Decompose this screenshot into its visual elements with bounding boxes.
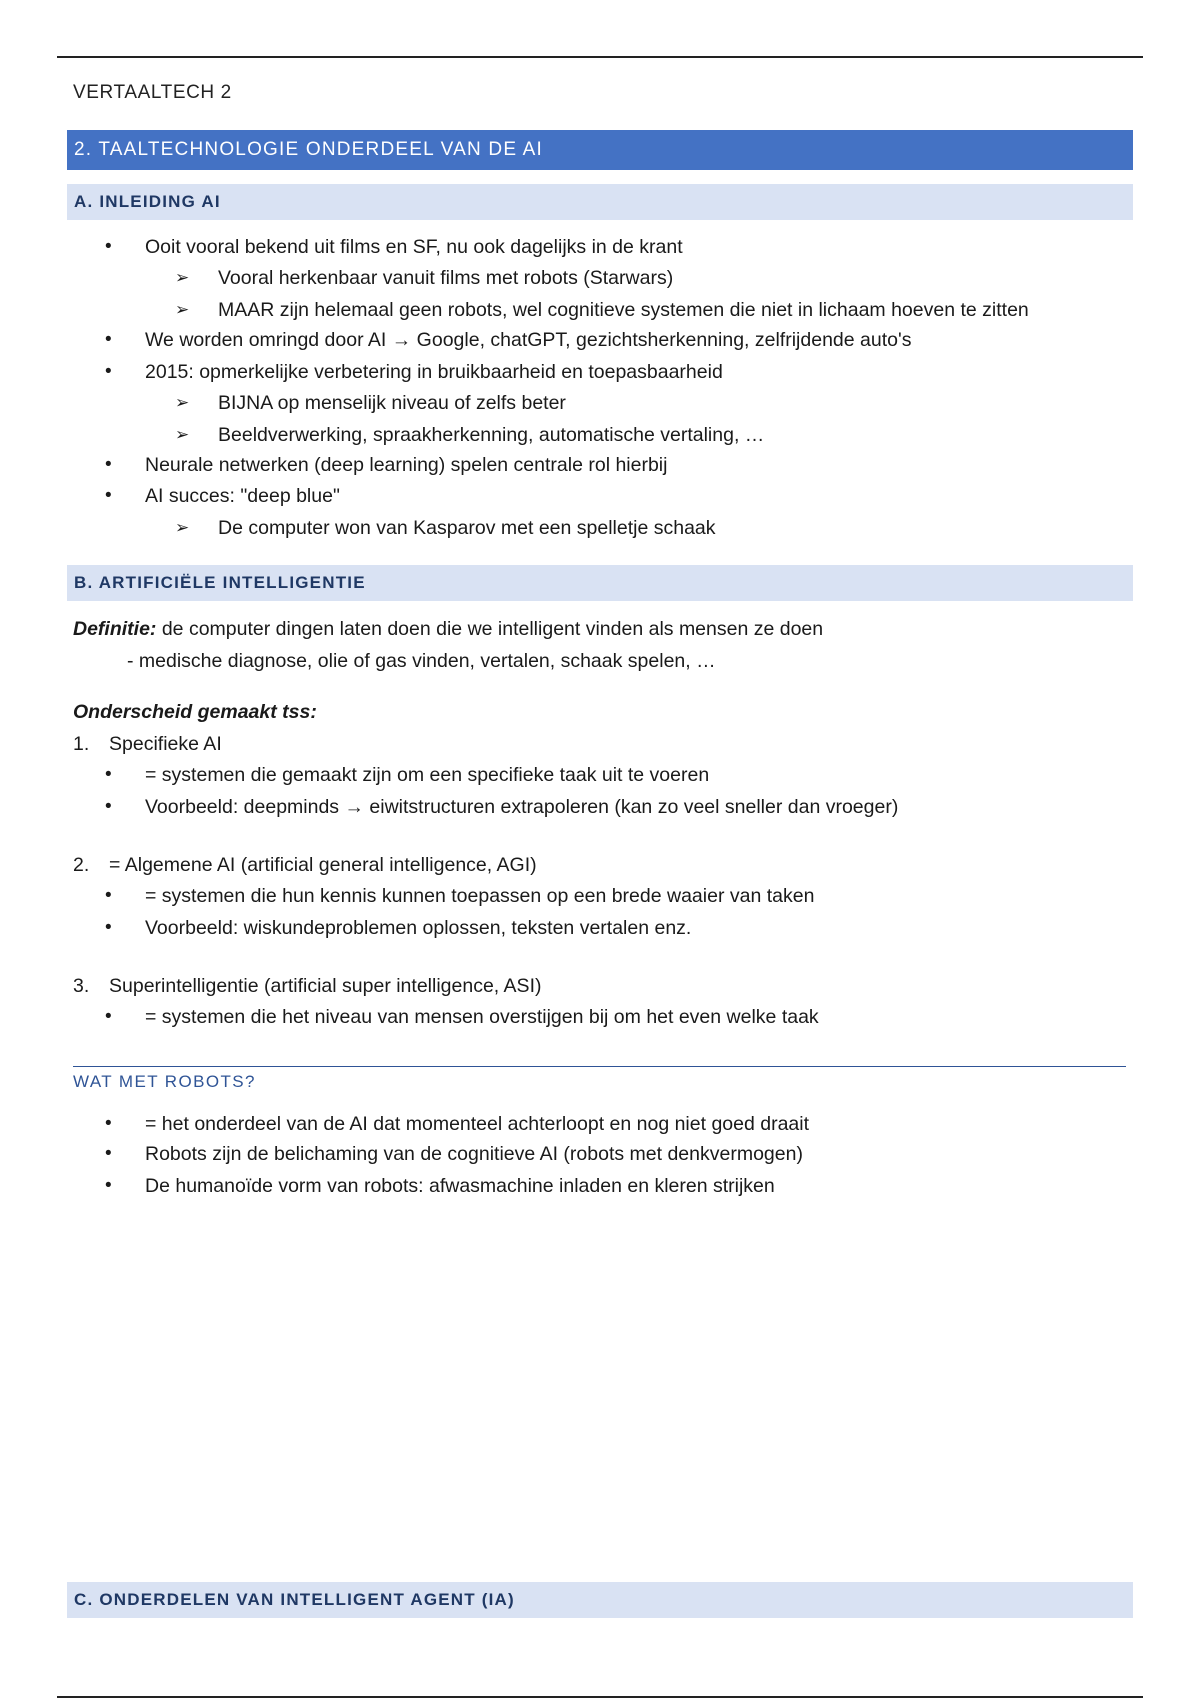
- arrow-bullet-icon: ➢: [175, 393, 190, 412]
- ai-type-title: Specifieke AI: [109, 733, 222, 755]
- list-item: We worden omringd door AI → Google, chatGPT, gezichtsherkenning, zelfrijdende auto's: [145, 329, 912, 351]
- section-c-heading: C. ONDERDELEN VAN INTELLIGENT AGENT (IA): [67, 1582, 1133, 1618]
- bullet-marker: •: [105, 1006, 112, 1027]
- definition-examples: - medische diagnose, olie of gas vinden, vertalen, schaak spelen, …: [127, 650, 716, 672]
- robots-subheading: WAT MET ROBOTS?: [73, 1072, 256, 1091]
- distinction-label: Onderscheid gemaakt tss:: [73, 701, 317, 723]
- list-item: Voorbeeld: deepminds → eiwitstructuren extrapoleren (kan zo veel sneller dan vroeger): [145, 796, 899, 818]
- arrow-bullet-icon: ➢: [175, 518, 190, 537]
- bullet-marker: •: [105, 329, 112, 350]
- list-subitem: BIJNA op menselijk niveau of zelfs beter: [218, 392, 566, 414]
- bullet-marker: •: [105, 1113, 112, 1134]
- bullet-marker: •: [105, 485, 112, 506]
- definition-paragraph: [73, 616, 823, 642]
- arrow-bullet-icon: ➢: [175, 268, 190, 287]
- arrow-bullet-icon: ➢: [175, 425, 190, 444]
- list-number: 2.: [73, 854, 90, 876]
- list-subitem: De computer won van Kasparov met een spelletje schaak: [218, 517, 716, 539]
- list-item: De humanoïde vorm van robots: afwasmachine inladen en kleren strijken: [145, 1175, 775, 1197]
- list-subitem: MAAR zijn helemaal geen robots, wel cognitieve systemen die niet in lichaam hoeven te zitten: [218, 299, 1029, 321]
- arrow-bullet-icon: ➢: [175, 300, 190, 319]
- subheading-divider: [73, 1066, 1126, 1067]
- bullet-marker: •: [105, 885, 112, 906]
- ai-type-title: = Algemene AI (artificial general intelligence, AGI): [109, 854, 537, 876]
- list-subitem: Beeldverwerking, spraakherkenning, automatische vertaling, …: [218, 424, 765, 446]
- list-item: Voorbeeld: wiskundeproblemen oplossen, teksten vertalen enz.: [145, 917, 692, 939]
- definition-label: Definitie:: [73, 618, 157, 640]
- ai-type-title: Superintelligentie (artificial super intelligence, ASI): [109, 975, 542, 997]
- bullet-marker: •: [105, 917, 112, 938]
- document-header-title: VERTAALTECH 2: [73, 82, 232, 103]
- list-item: = het onderdeel van de AI dat momenteel achterloopt en nog niet goed draait: [145, 1113, 810, 1135]
- list-subitem: Vooral herkenbaar vanuit films met robots (Starwars): [218, 267, 674, 289]
- page-top-rule: [57, 56, 1143, 58]
- chapter-heading: 2. TAALTECHNOLOGIE ONDERDEEL VAN DE AI: [67, 130, 1133, 170]
- list-item: Ooit vooral bekend uit films en SF, nu ook dagelijks in de krant: [145, 236, 683, 258]
- definition-text: de computer dingen laten doen die we intelligent vinden als mensen ze doen: [156, 618, 824, 640]
- section-a-heading: A. INLEIDING AI: [67, 184, 1133, 220]
- bullet-marker: •: [105, 236, 112, 257]
- list-item: = systemen die hun kennis kunnen toepassen op een brede waaier van taken: [145, 885, 815, 907]
- list-item: AI succes: "deep blue": [145, 485, 340, 507]
- section-b-heading: B. ARTIFICIËLE INTELLIGENTIE: [67, 565, 1133, 601]
- page-bottom-rule: [57, 1696, 1143, 1698]
- bullet-marker: •: [105, 764, 112, 785]
- bullet-marker: •: [105, 454, 112, 475]
- bullet-marker: •: [105, 796, 112, 817]
- list-item: = systemen die gemaakt zijn om een specifieke taak uit te voeren: [145, 764, 710, 786]
- bullet-marker: •: [105, 1143, 112, 1164]
- bullet-marker: •: [105, 361, 112, 382]
- list-number: 3.: [73, 975, 90, 997]
- list-item: Neurale netwerken (deep learning) spelen centrale rol hierbij: [145, 454, 668, 476]
- list-number: 1.: [73, 733, 90, 755]
- list-item: 2015: opmerkelijke verbetering in bruikbaarheid en toepasbaarheid: [145, 361, 723, 383]
- list-item: Robots zijn de belichaming van de cognitieve AI (robots met denkvermogen): [145, 1143, 803, 1165]
- bullet-marker: •: [105, 1175, 112, 1196]
- list-item: = systemen die het niveau van mensen overstijgen bij om het even welke taak: [145, 1006, 819, 1028]
